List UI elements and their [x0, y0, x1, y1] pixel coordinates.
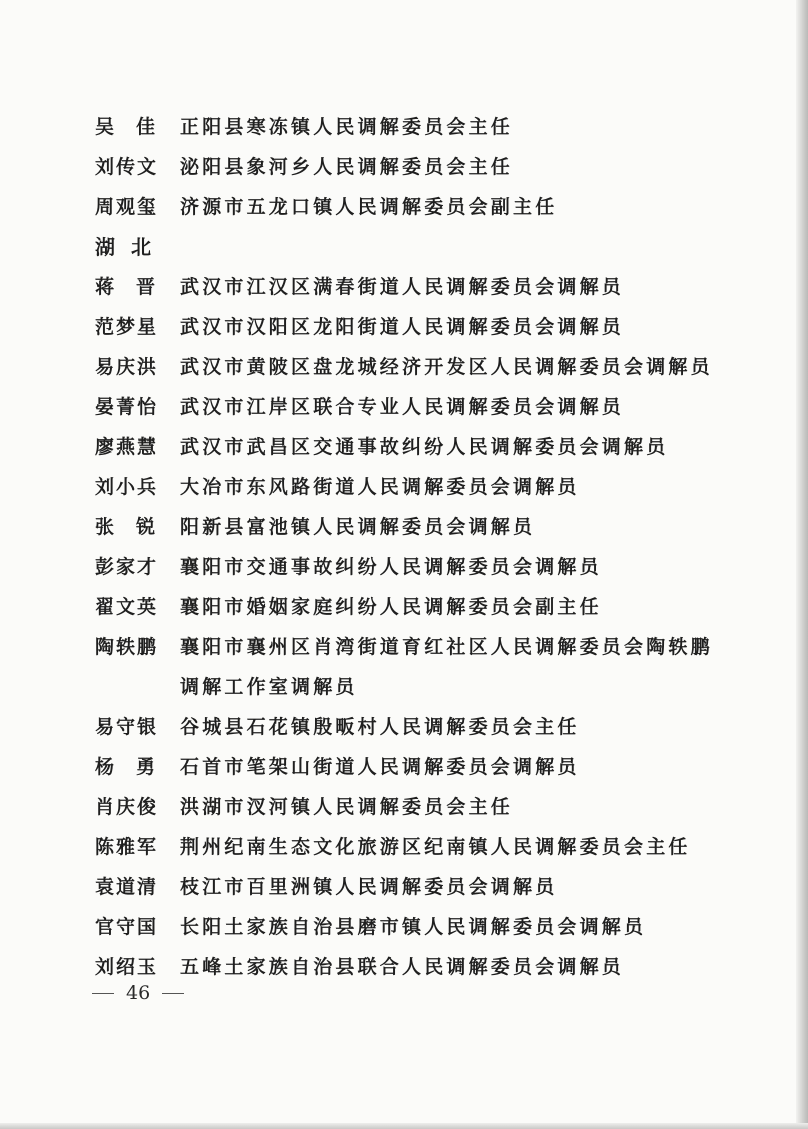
- person-name: [95, 507, 155, 547]
- list-item: [95, 107, 695, 147]
- page-edge-shadow: [796, 0, 808, 1129]
- list-item: [95, 827, 695, 867]
- name-char: 锐: [135, 516, 155, 538]
- person-name: [95, 267, 155, 307]
- position-description: [180, 747, 580, 787]
- description-line: 济源市五龙口镇人民调解委员会副主任: [180, 196, 558, 218]
- name-char: 蒋: [95, 276, 115, 298]
- position-description: [180, 387, 624, 427]
- list-item: [95, 507, 695, 547]
- description-line: 洪湖市汊河镇人民调解委员会主任: [180, 796, 514, 818]
- person-name: 周观玺: [95, 196, 159, 218]
- list-item: [95, 307, 695, 347]
- description-line: 泌阳县象河乡人民调解委员会主任: [180, 156, 514, 178]
- position-description: [180, 107, 513, 147]
- list-item: [95, 867, 695, 907]
- description-line: 武汉市江岸区联合专业人民调解委员会调解员: [180, 396, 625, 418]
- description-line: 武汉市武昌区交通事故纠纷人民调解委员会调解员: [180, 436, 669, 458]
- description-line: 武汉市黄陂区盘龙城经济开发区人民调解委员会调解员: [180, 356, 713, 378]
- person-name: 翟文英: [95, 596, 159, 618]
- position-description: [180, 547, 602, 587]
- position-description: [180, 187, 557, 227]
- person-name: 晏菁怡: [95, 396, 159, 418]
- person-name: 肖庆俊: [95, 796, 159, 818]
- page-footer: [92, 982, 184, 1004]
- mediator-list: [95, 107, 713, 987]
- person-name: 易庆洪: [95, 356, 159, 378]
- footer-dash-left: [92, 993, 114, 994]
- position-description: [180, 907, 646, 947]
- position-description: [180, 627, 713, 707]
- list-item: [95, 547, 695, 587]
- description-line: 长阳土家族自治县磨市镇人民调解委员会调解员: [180, 916, 647, 938]
- list-item: [95, 627, 713, 707]
- position-description: [180, 307, 624, 347]
- person-name: 刘传文: [95, 156, 159, 178]
- list-item: [95, 467, 695, 507]
- description-line: 大冶市东风路街道人民调解委员会调解员: [180, 476, 580, 498]
- name-char: 杨: [95, 756, 115, 778]
- name-char: 吴: [95, 116, 115, 138]
- list-item: [95, 747, 695, 787]
- name-char: 佳: [135, 116, 155, 138]
- person-name: 陶轶鹏: [95, 636, 159, 658]
- list-item: [95, 147, 695, 187]
- description-line: 襄阳市婚姻家庭纠纷人民调解委员会副主任: [180, 596, 602, 618]
- position-description: [180, 427, 668, 467]
- description-line: 武汉市汉阳区龙阳街道人民调解委员会调解员: [180, 316, 625, 338]
- description-line: 枝江市百里洲镇人民调解委员会调解员: [180, 876, 558, 898]
- person-name: 陈雅军: [95, 836, 159, 858]
- description-line: 襄阳市交通事故纠纷人民调解委员会调解员: [180, 556, 602, 578]
- position-description: [180, 347, 713, 387]
- list-item: [95, 947, 695, 987]
- description-line: 石首市笔架山街道人民调解委员会调解员: [180, 756, 580, 778]
- description-line: 荆州纪南生态文化旅游区纪南镇人民调解委员会主任: [180, 836, 691, 858]
- description-line: 谷城县石花镇殷畈村人民调解委员会主任: [180, 716, 580, 738]
- name-char: 勇: [135, 756, 155, 778]
- page-bottom-edge: [0, 1123, 808, 1129]
- name-char: 张: [95, 516, 115, 538]
- position-description: [180, 947, 624, 987]
- person-name: [95, 107, 155, 147]
- position-description: [180, 267, 624, 307]
- description-line: 调解工作室调解员: [180, 676, 358, 698]
- person-name: 刘小兵: [95, 476, 159, 498]
- position-description: [180, 827, 691, 867]
- list-item: [95, 267, 695, 307]
- position-description: [180, 587, 602, 627]
- person-name: 廖燕慧: [95, 436, 159, 458]
- position-description: [180, 867, 557, 907]
- name-char: 晋: [135, 276, 155, 298]
- list-item: [95, 787, 695, 827]
- list-item: [95, 707, 695, 747]
- person-name: 官守国: [95, 916, 159, 938]
- person-name: 刘绍玉: [95, 956, 159, 978]
- list-item: [95, 187, 695, 227]
- list-item: [95, 387, 695, 427]
- person-name: 范梦星: [95, 316, 159, 338]
- position-description: [180, 507, 535, 547]
- description-line: 正阳县寒冻镇人民调解委员会主任: [180, 116, 514, 138]
- position-description: [180, 147, 513, 187]
- person-name: 彭家才: [95, 556, 159, 578]
- description-line: 阳新县富池镇人民调解委员会调解员: [180, 516, 536, 538]
- position-description: [180, 707, 580, 747]
- person-name: [95, 747, 155, 787]
- list-item: [95, 587, 695, 627]
- page-number: 46: [126, 982, 151, 1004]
- footer-dash-right: [162, 993, 184, 994]
- list-item: [95, 907, 695, 947]
- position-description: [180, 787, 513, 827]
- position-description: [180, 467, 580, 507]
- list-item: [95, 347, 713, 387]
- description-line: 襄阳市襄州区肖湾街道育红社区人民调解委员会陶轶鹏: [180, 636, 713, 658]
- description-line: 武汉市江汉区满春街道人民调解委员会调解员: [180, 276, 625, 298]
- person-name: 袁道清: [95, 876, 159, 898]
- list-item: [95, 427, 695, 467]
- person-name: 易守银: [95, 716, 159, 738]
- section-heading: 湖北: [95, 235, 167, 259]
- description-line: 五峰土家族自治县联合人民调解委员会调解员: [180, 956, 625, 978]
